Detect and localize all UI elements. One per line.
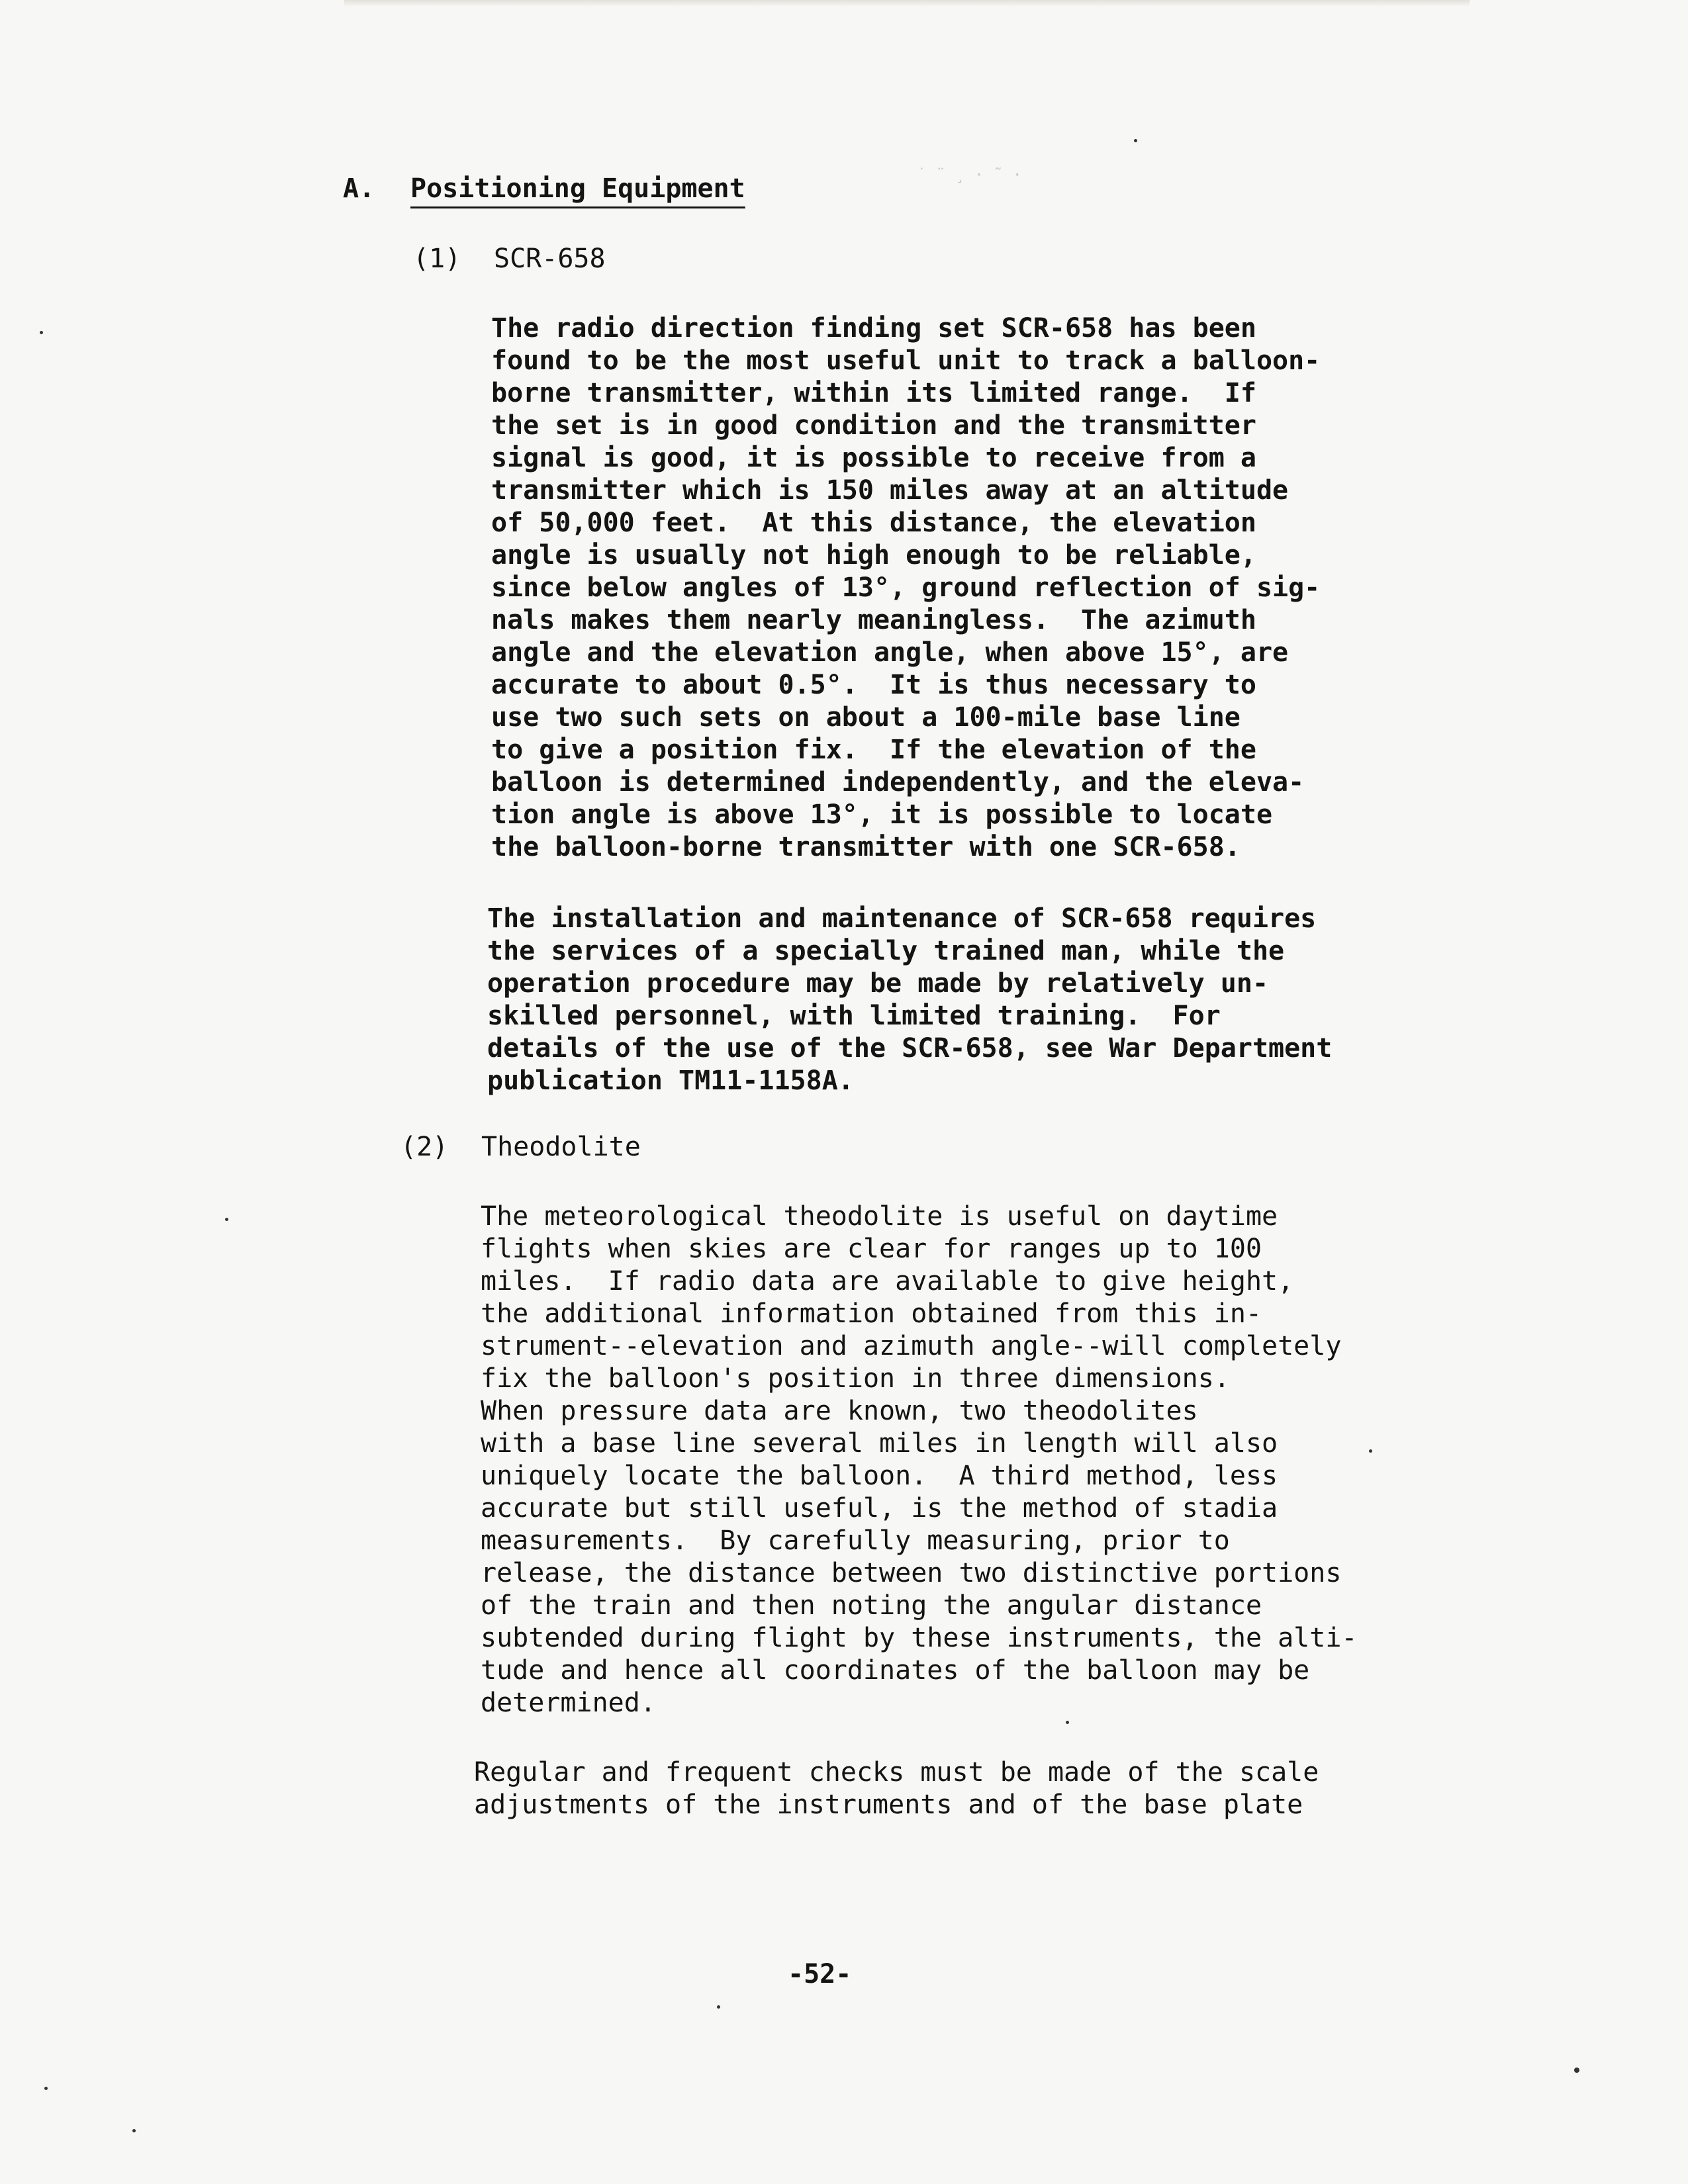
scan-speck	[132, 2129, 136, 2132]
theodolite-paragraph-1: The meteorological theodolite is useful on daytime flights when skies are clear for ranges up to 100 miles. If radio data are available to give height, the additional information obtained from this in- strument--elevation and azimuth angle--will completely fix the balloon's position in three dimensions. When pressure data are known, two theodolites with a base line several miles in length will also uniquely locate the balloon. A third method, less accurate but still useful, is the method of stadia measurements. By carefully measuring, prior to release, the distance between two distinctive portions of the train and then noting the angular distance subtended during flight by these instruments, the alti- tude and hence all coordinates of the balloon may be determined.	[481, 1201, 1358, 1718]
scan-speck	[44, 2087, 48, 2090]
section-letter: A.	[343, 173, 375, 204]
item-title: Theodolite	[481, 1132, 641, 1162]
scan-speck	[1134, 139, 1137, 142]
scan-speck	[40, 331, 43, 334]
scan-speck	[225, 1218, 228, 1221]
theodolite-paragraph-2: Regular and frequent checks must be made of the scale adjustments of the instruments and of the base plate	[474, 1757, 1319, 1820]
section-heading	[343, 173, 745, 204]
faint-bleed-through: ˙ ¨ ¸ · ˜ ·	[917, 165, 1022, 184]
scan-top-shadow	[344, 0, 1470, 7]
scan-speck	[1066, 1721, 1069, 1724]
scan-speck	[717, 2005, 720, 2009]
item-title: SCR-658	[494, 244, 606, 274]
page-number: -52-	[788, 1959, 852, 1989]
section-title: Positioning Equipment	[410, 173, 745, 204]
item-number: (1)	[413, 244, 461, 274]
item-heading-scr658	[413, 244, 606, 274]
scr658-paragraph-2: The installation and maintenance of SCR-658 requires the services of a specially trained man, while the operation procedure may be made by relatively un- skilled personnel, with limited training. For details of the use of the SCR-658, see War Department publication TM11-1158A.	[487, 903, 1333, 1096]
item-number: (2)	[400, 1132, 449, 1162]
scan-speck	[1574, 2068, 1579, 2073]
scan-speck	[1369, 1449, 1372, 1453]
scr658-paragraph-1: The radio direction finding set SCR-658 has been found to be the most useful unit to track a balloon- borne transmitter, within its limited range. If the set is in good condition and the transmitter signal is good, it is possible to receive from a transmitter which is 150 miles away at an altitude of 50,000 feet. At this distance, the elevation angle is usually not high enough to be reliable, since below angles of 13°, ground reflection of sig- nals makes them nearly meaningless. The azimuth angle and the elevation angle, when above 15°, are accurate to about 0.5°. It is thus necessary to use two such sets on about a 100-mile base line to give a position fix. If the elevation of the balloon is determined independently, and the eleva- tion angle is above 13°, it is possible to locate the balloon-borne transmitter with one SCR-658.	[491, 313, 1321, 862]
item-heading-theodolite	[400, 1132, 641, 1162]
